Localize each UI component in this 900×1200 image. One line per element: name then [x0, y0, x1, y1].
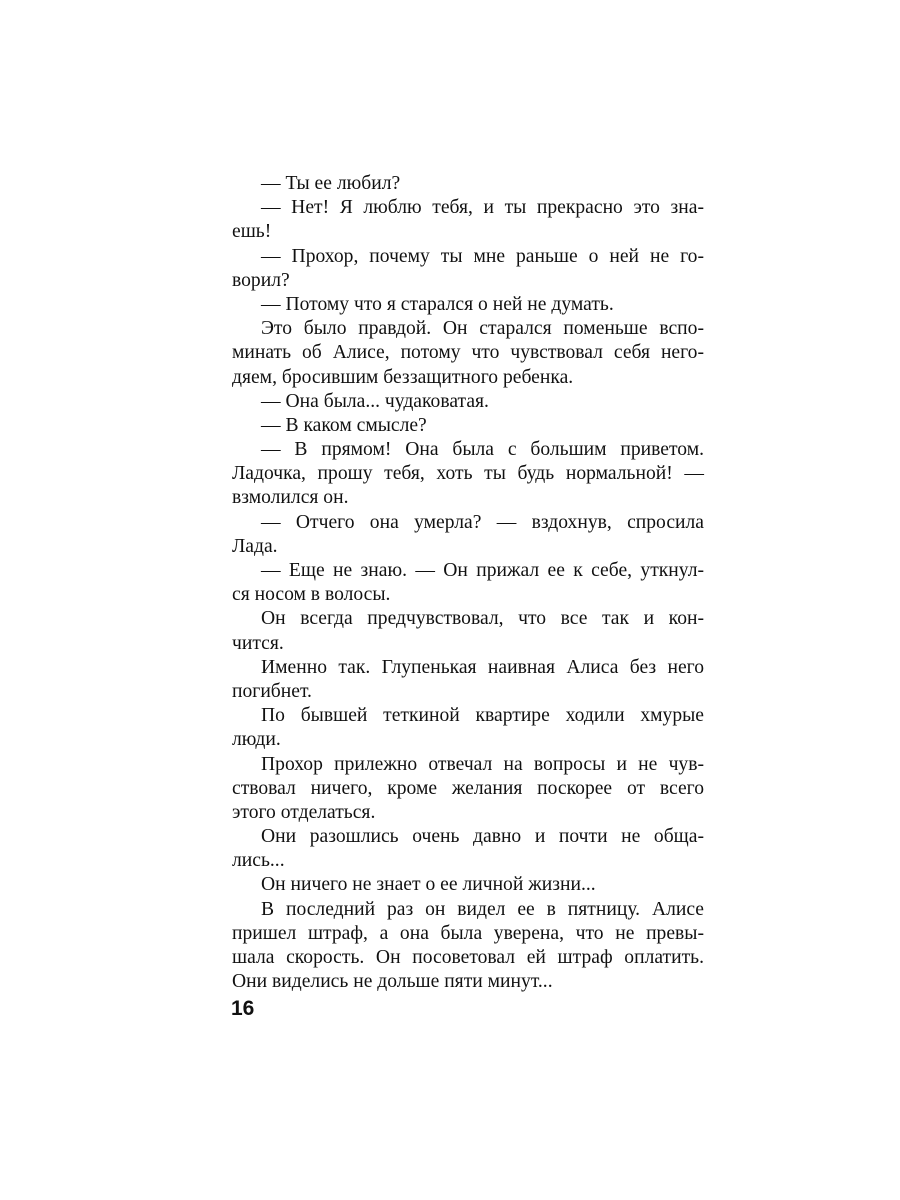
text-line: взмолился он.	[232, 487, 349, 509]
text-line: — Потому что я старался о ней не думать.	[261, 293, 614, 315]
text-line: ворил?	[232, 269, 290, 291]
text-line: ешь!	[232, 221, 272, 243]
text-line: — В каком смысле?	[261, 414, 427, 436]
text-line: Он всегда предчувствовал, что все так и кон-	[261, 608, 704, 630]
text-line: Лада.	[232, 535, 278, 557]
text-line: Прохор прилежно отвечал на вопросы и не чув-	[261, 753, 704, 775]
text-line: — Она была... чудаковатая.	[261, 390, 489, 412]
text-line: шала скорость. Он посоветовал ей штраф оплатить.	[232, 947, 704, 968]
text-line: В последний раз он видел ее в пятницу. Алисе	[261, 898, 704, 920]
text-line: Это было правдой. Он старался поменьше вспо-	[261, 318, 704, 340]
text-line: дяем, бросившим беззащитного ребенка.	[232, 366, 574, 388]
text-line: — Прохор, почему ты мне раньше о ней не го-	[261, 245, 704, 267]
text-line: Ладочка, прошу тебя, хоть ты будь нормальной! —	[232, 463, 704, 485]
page-number: 16	[231, 997, 255, 1020]
text-line: — Ты ее любил?	[261, 173, 401, 194]
text-line: ся носом в волосы.	[232, 584, 391, 606]
text-line: люди.	[232, 729, 281, 751]
text-line: этого отделаться.	[232, 801, 376, 823]
text-line: погибнет.	[232, 680, 312, 702]
text-line: — Отчего она умерла? — вздохнув, спросила	[261, 511, 704, 533]
text-line: лись...	[232, 850, 285, 872]
text-line: — Нет! Я люблю тебя, и ты прекрасно это зна-	[261, 197, 704, 219]
text-line: чится.	[232, 632, 284, 654]
text-line: Именно так. Глупенькая наивная Алиса без него	[261, 656, 704, 678]
text-line: минать об Алисе, потому что чувствовал себя него-	[232, 342, 704, 364]
text-line: Они разошлись очень давно и почти не обща-	[261, 826, 704, 848]
text-line: — В прямом! Она была с большим приветом.	[261, 439, 704, 461]
text-line: По бывшей теткиной квартире ходили хмурые	[261, 705, 704, 727]
text-line: пришел штраф, а она была уверена, что не превы-	[232, 922, 704, 944]
text-line: ствовал ничего, кроме желания поскорее от всего	[232, 777, 704, 799]
body-text	[232, 172, 704, 994]
text-line: Они виделись не дольше пяти минут...	[232, 971, 553, 993]
text-line: Он ничего не знает о ее личной жизни...	[261, 874, 596, 896]
text-line: — Еще не знаю. — Он прижал ее к себе, уткнул-	[261, 560, 704, 581]
